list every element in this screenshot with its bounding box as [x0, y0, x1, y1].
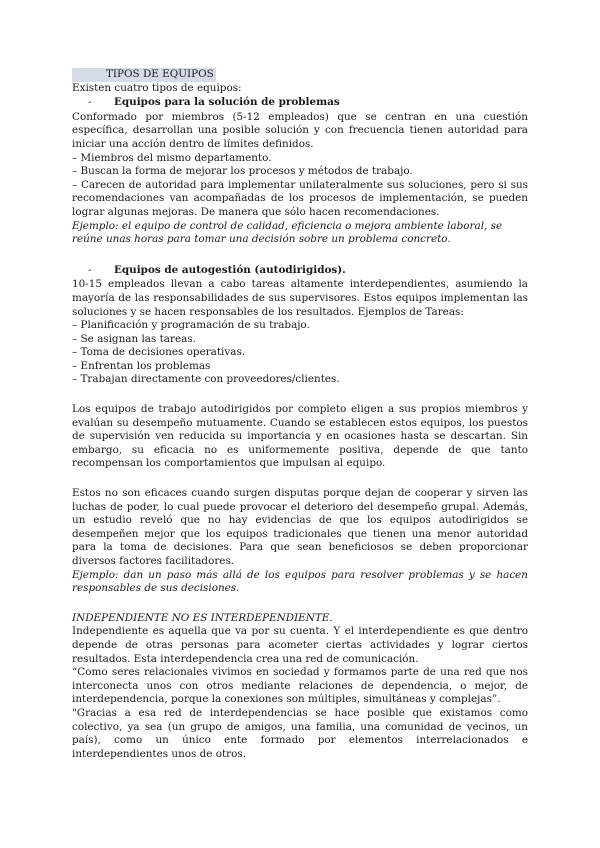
list-item: – Buscan la forma de mejorar los procesos y métodos de trabajo.: [72, 165, 413, 178]
self-managed-heading-row: [72, 264, 528, 278]
interdependence-heading: INDEPENDIENTE NO ES INTERDEPENDIENTE.: [72, 611, 333, 624]
problem-teams-list: [72, 152, 528, 220]
problem-teams-example: Ejemplo: el equipo de control de calidad, eficiencia o mejora ambiente laboral, se reúne unas horas para tomar una decisión sobre un problema concreto.: [72, 219, 503, 246]
problem-teams-desc: Conformado por miembros (5-12 empleados) que se centran en una cuestión específica, desarrollan una posible solución y con frecuencia tienen autoridad para iniciar una acción dentro de límites definidos.: [72, 110, 528, 150]
list-item: – Se asignan las tareas.: [72, 332, 196, 345]
section-title: TIPOS DE EQUIPOS: [72, 68, 216, 82]
interdependence-p3: "Gracias a esa red de interdependencias se hace posible que existamos como colectivo, ya sea (un grupo de amigos, una familia, una comunidad de vecinos, un país), como un único ente formado por elementos interrelacionados e interdependientes unos de otros.: [72, 706, 528, 760]
list-item: – Planificación y programación de su trabajo.: [72, 319, 310, 332]
section-title-line: [72, 68, 528, 82]
list-item: – Enfrentan los problemas: [72, 359, 211, 372]
self-managed-paragraph-2: Estos no son eficaces cuando surgen disputas porque dejan de cooperar y sirven las luchas de poder, lo cual puede provocar el deterioro del desempeño grupal. Además, un estudio reveló que no hay evidencias de que los equipos autodirigidos se desempeñen mejor que los equipos tradicionales que tienen una menor autoridad para la toma de decisiones. Para que sean beneficiosos se deben proporcionar diversos factores facilitadores.: [72, 487, 528, 567]
problem-teams-heading: Equipos para la solución de problemas: [114, 96, 340, 109]
document-page: [72, 68, 528, 761]
interdependence-p1: Independiente es aquella que va por su cuenta. Y el interdependiente es que dentro depende de otras personas para acometer ciertas actividades y lograr ciertos resultados. Esta interdependencia crea una red de comunicación.: [72, 625, 528, 665]
self-managed-desc: 10-15 empleados llevan a cabo tareas altamente interdependientes, asumiendo la mayoría de las responsabilidades de sus supervisores. Estos equipos implementan las soluciones y se hacen responsables de los resultados. Ejemplos de Tareas:: [72, 278, 528, 318]
interdependence-p2: “Como seres relacionales vivimos en sociedad y formamos parte de una red que nos interconecta unos con otros mediante relaciones de dependencia, o mejor, de interdependencia, porque la conexiones son múltiples, simultáneas y complejas”.: [72, 666, 528, 706]
list-item: – Toma de decisiones operativas.: [72, 346, 246, 359]
self-managed-dash: -: [88, 263, 92, 276]
self-managed-example: Ejemplo: dan un paso más allá de los equipos para resolver problemas y se hacen responsables de sus decisiones.: [72, 568, 528, 595]
self-managed-heading: Equipos de autogestión (autodirigidos).: [114, 263, 346, 276]
problem-teams-heading-row: [72, 96, 528, 110]
self-managed-paragraph-1: Los equipos de trabajo autodirigidos por completo eligen a sus propios miembros y evalúan su desempeño mutuamente. Cuando se establecen estos equipos, los puestos de supervisión ven reducida su importancia y en ocasiones hasta se descartan. Sin embargo, su eficacia no es uniformemente positiva, depende de que tanto recompensan los comportamientos que impulsan al equipo.: [72, 403, 528, 470]
self-managed-list: [72, 319, 528, 387]
list-item: – Trabajan directamente con proveedores/clientes.: [72, 373, 340, 386]
list-item: – Carecen de autoridad para implementar unilateralmente sus soluciones, pero si sus recomendaciones van acompañadas de los procesos de implementación, se pueden lograr algunas mejoras. De manera que sólo hacen recomendaciones.: [72, 178, 528, 218]
list-item: – Miembros del mismo departamento.: [72, 151, 272, 164]
intro-text: Existen cuatro tipos de equipos:: [72, 81, 242, 94]
problem-teams-dash: -: [88, 96, 92, 109]
